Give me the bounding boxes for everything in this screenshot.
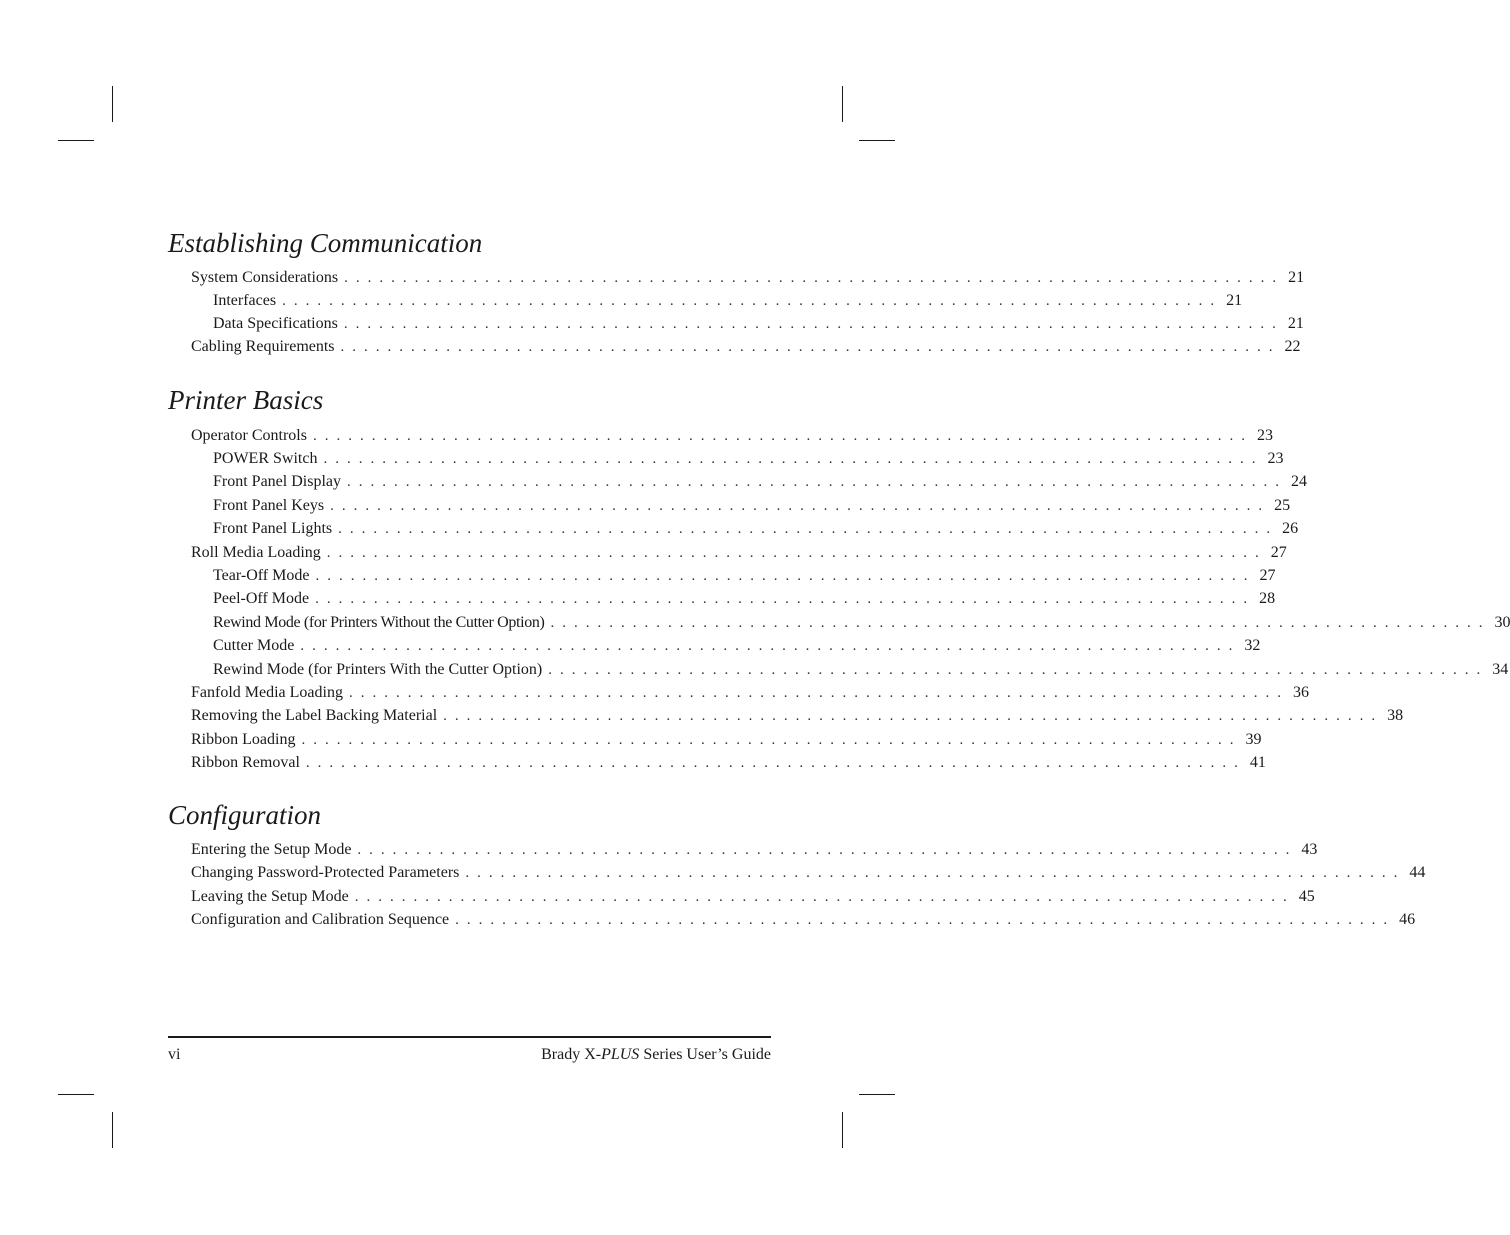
- toc-entry[interactable]: [213, 289, 1243, 312]
- toc-entry-label: Ribbon Removal: [191, 754, 300, 771]
- toc-entry-label: Roll Media Loading: [191, 544, 321, 561]
- footer-rule: [168, 1036, 771, 1038]
- toc-entry-page: 27: [1259, 567, 1276, 584]
- toc-entry-label: Rewind Mode (for Printers With the Cutter Option): [213, 661, 543, 678]
- toc-leader-dots: ................................................................................: [312, 428, 1253, 444]
- toc-entry-page: 39: [1245, 731, 1262, 748]
- toc-entry[interactable]: [191, 335, 1301, 358]
- toc-leader-dots: ................................................................................: [344, 270, 1285, 286]
- toc-entry-page: 38: [1387, 707, 1404, 724]
- toc-entry[interactable]: [191, 751, 1266, 774]
- toc-entry-page: 30: [1494, 614, 1510, 631]
- toc-leader-dots: ................................................................................: [315, 591, 1256, 607]
- toc-entry-page: 32: [1244, 637, 1261, 654]
- toc-entry[interactable]: [213, 447, 1284, 470]
- crop-mark-bottom-left-vertical: [112, 1112, 113, 1148]
- toc-leader-dots: ................................................................................: [354, 889, 1295, 905]
- crop-mark-bottom-right-vertical: [842, 1112, 843, 1148]
- toc-entry[interactable]: [213, 494, 1291, 517]
- toc-entry-label: Front Panel Keys: [213, 497, 325, 514]
- toc-leader-dots: ................................................................................: [340, 339, 1281, 355]
- toc-leader-dots: ................................................................................: [348, 685, 1289, 701]
- toc-entry[interactable]: [213, 564, 1276, 587]
- toc-leader-dots: ................................................................................: [465, 865, 1406, 881]
- toc-leader-dots: ................................................................................: [300, 638, 1241, 654]
- toc-leader-dots: ................................................................................: [326, 545, 1267, 561]
- toc-entry-page: 26: [1282, 520, 1299, 537]
- toc-entry-page: 46: [1399, 911, 1416, 928]
- toc-leader-dots: ................................................................................: [455, 912, 1396, 928]
- toc-leader-dots: ................................................................................: [443, 708, 1384, 724]
- footer-guide-title: [541, 1044, 771, 1066]
- toc-entry-page: 34: [1492, 661, 1509, 678]
- toc-entry-label: Cutter Mode: [213, 637, 295, 654]
- toc-entry-label: Peel-Off Mode: [213, 590, 310, 607]
- toc-entry[interactable]: [191, 266, 1305, 289]
- toc-entry-label: Cabling Requirements: [191, 338, 335, 355]
- toc-entry-page: 28: [1259, 590, 1276, 607]
- toc-leader-dots: ................................................................................: [343, 316, 1284, 332]
- toc-entry-label: Entering the Setup Mode: [191, 841, 352, 858]
- crop-mark-top-left-horizontal: [58, 140, 94, 141]
- toc-entry-label: Tear-Off Mode: [213, 567, 310, 584]
- toc-entry[interactable]: [213, 658, 1509, 681]
- crop-mark-top-left-vertical: [112, 86, 113, 122]
- toc-entry[interactable]: [191, 728, 1262, 751]
- toc-entry-label: Rewind Mode (for Printers Without the Cutter Option): [213, 614, 545, 631]
- toc-entry[interactable]: [213, 587, 1276, 610]
- toc-entry-label: Operator Controls: [191, 427, 307, 444]
- toc-entry[interactable]: [191, 908, 1416, 931]
- toc-entry[interactable]: [191, 838, 1318, 861]
- toc-entry[interactable]: [213, 470, 1307, 493]
- toc-leader-dots: ................................................................................: [330, 498, 1271, 514]
- toc-entry-page: 21: [1288, 269, 1305, 286]
- toc-entry-page: 25: [1274, 497, 1291, 514]
- toc-leader-dots: ................................................................................: [323, 451, 1264, 467]
- toc-entry-page: 43: [1301, 841, 1318, 858]
- toc-entry-label: System Considerations: [191, 269, 339, 286]
- toc-entry[interactable]: [191, 681, 1309, 704]
- toc-entry-page: 21: [1287, 315, 1304, 332]
- toc-entry-page: 22: [1284, 338, 1301, 355]
- toc-entry-page: 24: [1291, 473, 1307, 490]
- toc-leader-dots: ................................................................................: [548, 662, 1489, 678]
- toc-entry-label: Interfaces: [213, 292, 277, 309]
- toc-entry-page: 44: [1409, 864, 1426, 881]
- toc-entry-label: Ribbon Loading: [191, 731, 296, 748]
- toc-entry-page: 21: [1226, 292, 1243, 309]
- toc-leader-dots: ................................................................................: [282, 293, 1223, 309]
- toc-entry-label: Front Panel Display: [213, 473, 341, 490]
- crop-mark-bottom-right-horizontal: [859, 1094, 895, 1095]
- toc-entry-label: Changing Password-Protected Parameters: [191, 864, 460, 881]
- section-title: Printer Basics: [168, 385, 324, 415]
- footer-guide-title-suffix: Series User’s Guide: [639, 1046, 771, 1063]
- footer-page-number: vi: [168, 1046, 181, 1063]
- toc-leader-dots: ................................................................................: [338, 521, 1279, 537]
- crop-mark-bottom-left-horizontal: [58, 1094, 94, 1095]
- toc-entry-label: Removing the Label Backing Material: [191, 707, 438, 724]
- crop-mark-top-right-vertical: [842, 86, 843, 122]
- toc-entry[interactable]: [191, 885, 1315, 908]
- toc-entry[interactable]: [191, 541, 1287, 564]
- toc-entry[interactable]: [191, 861, 1426, 884]
- toc-entry-page: 23: [1256, 427, 1273, 444]
- toc-entry[interactable]: [213, 611, 1510, 634]
- toc-entry[interactable]: [191, 704, 1404, 727]
- toc-entry-page: 36: [1292, 684, 1309, 701]
- footer-guide-title-italic: PLUS: [601, 1046, 640, 1063]
- toc-entry-page: 41: [1249, 754, 1266, 771]
- toc-entry-page: 23: [1267, 450, 1284, 467]
- toc-leader-dots: ................................................................................: [301, 732, 1242, 748]
- section-title: Configuration: [168, 800, 322, 830]
- toc-leader-dots: ................................................................................: [305, 755, 1246, 771]
- toc-entry-page: 45: [1298, 888, 1315, 905]
- toc-entry-label: Data Specifications: [213, 315, 338, 332]
- toc-leader-dots: ................................................................................: [347, 474, 1287, 490]
- toc-entry-label: Fanfold Media Loading: [191, 684, 343, 701]
- toc-entry[interactable]: [191, 424, 1273, 447]
- toc-leader-dots: ................................................................................: [315, 568, 1256, 584]
- toc-entry-label: Leaving the Setup Mode: [191, 888, 349, 905]
- toc-entry-label: POWER Switch: [213, 450, 318, 467]
- toc-leader-dots: ................................................................................: [357, 842, 1298, 858]
- toc-entry-label: Front Panel Lights: [213, 520, 333, 537]
- crop-mark-top-right-horizontal: [859, 140, 895, 141]
- section-title: Establishing Communication: [168, 228, 483, 258]
- toc-entry-label: Configuration and Calibration Sequence: [191, 911, 450, 928]
- toc-entry[interactable]: [213, 517, 1299, 540]
- footer-guide-title-prefix: Brady X-: [541, 1046, 602, 1063]
- toc-entry[interactable]: [213, 312, 1304, 335]
- toc-entry[interactable]: [213, 634, 1261, 657]
- toc-leader-dots: ................................................................................: [550, 615, 1491, 631]
- toc-entry-page: 27: [1270, 544, 1287, 561]
